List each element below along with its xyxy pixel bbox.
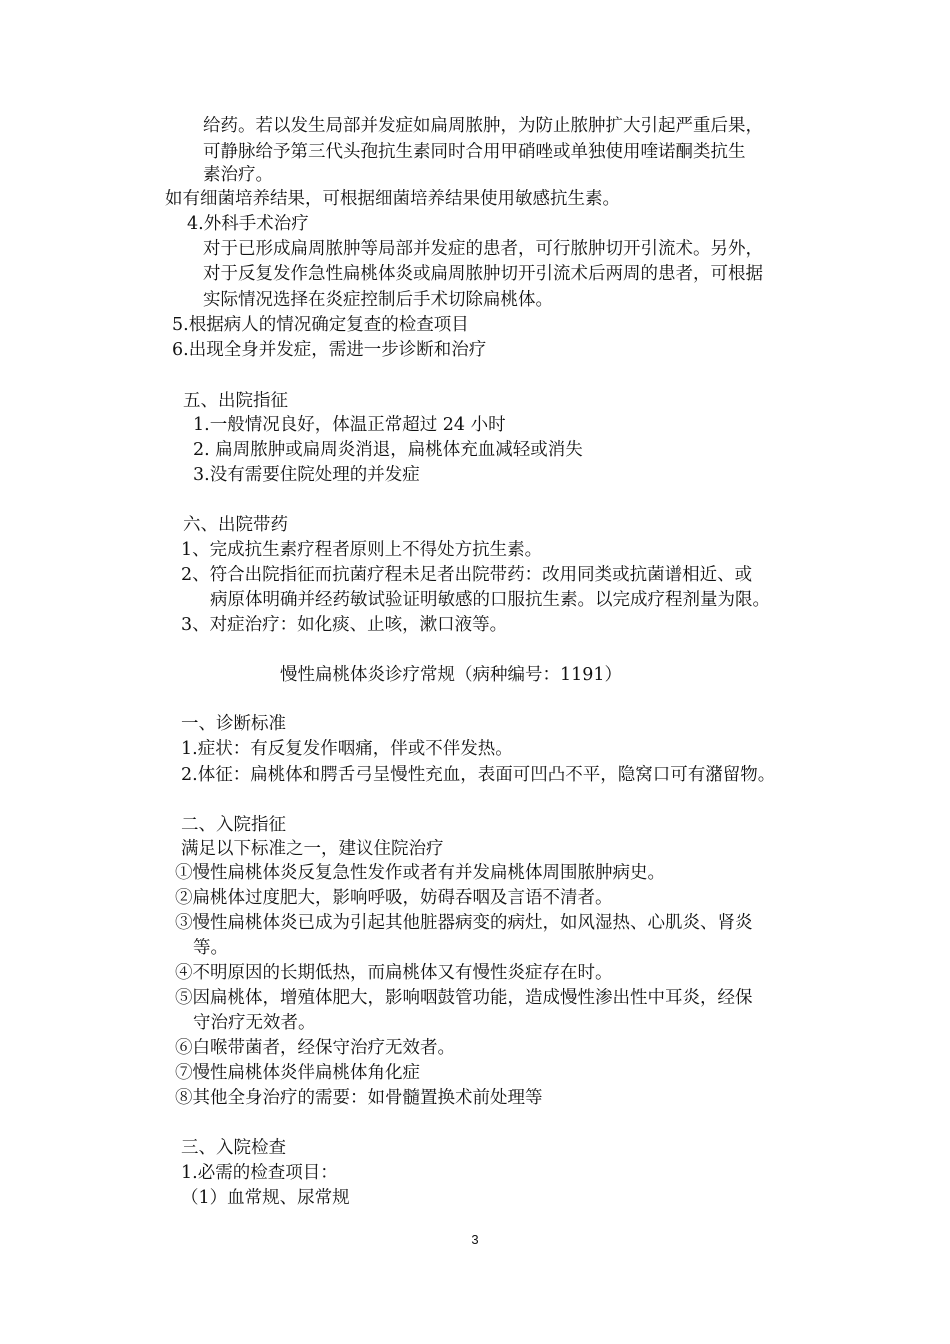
list-item: 1.症状：有反复发作咽痛，伴或不伴发热。 bbox=[181, 739, 513, 759]
list-item: 1、完成抗生素疗程者原则上不得处方抗生素。 bbox=[181, 540, 543, 560]
text-line: 素治疗。 bbox=[203, 165, 273, 185]
list-item: ③慢性扁桃体炎已成为引起其他脏器病变的病灶，如风湿热、心肌炎、肾炎 bbox=[175, 913, 753, 933]
section-heading: 三、入院检查 bbox=[181, 1138, 286, 1158]
document-title: 慢性扁桃体炎诊疗常规（病种编号：1191） bbox=[280, 665, 623, 685]
list-item-continuation: 等。 bbox=[193, 938, 228, 958]
list-item: （1）血常规、尿常规 bbox=[181, 1188, 350, 1208]
section-heading: 一、诊断标准 bbox=[181, 714, 286, 734]
page-number: 3 bbox=[471, 1232, 479, 1247]
text-line: 如有细菌培养结果，可根据细菌培养结果使用敏感抗生素。 bbox=[165, 189, 620, 209]
section-heading: 二、入院指征 bbox=[181, 815, 286, 835]
text-line: 实际情况选择在炎症控制后手术切除扁桃体。 bbox=[203, 290, 553, 310]
text-line: 可静脉给予第三代头孢抗生素同时合用甲硝唑或单独使用喹诺酮类抗生 bbox=[203, 142, 746, 162]
list-item: 2.体征：扁桃体和腭舌弓呈慢性充血，表面可凹凸不平，隐窝口可有潴留物。 bbox=[181, 765, 776, 785]
text-line: 对于已形成扁周脓肿等局部并发症的患者，可行脓肿切开引流术。另外， bbox=[203, 239, 763, 259]
list-item: ⑥白喉带菌者，经保守治疗无效者。 bbox=[175, 1038, 455, 1058]
list-item-continuation: 守治疗无效者。 bbox=[193, 1013, 316, 1033]
list-item-continuation: 病原体明确并经药敏试验证明敏感的口服抗生素。以完成疗程剂量为限。 bbox=[210, 590, 770, 610]
section-heading: 五、出院指征 bbox=[183, 391, 288, 411]
text-line: 满足以下标准之一，建议住院治疗 bbox=[181, 839, 444, 859]
subsection-heading: 4.外科手术治疗 bbox=[187, 214, 309, 234]
list-item: ②扁桃体过度肥大，影响呼吸，妨碍吞咽及言语不清者。 bbox=[175, 888, 613, 908]
list-item: ⑦慢性扁桃体炎伴扁桃体角化症 bbox=[175, 1063, 420, 1083]
text-line: 给药。若以发生局部并发症如扁周脓肿，为防止脓肿扩大引起严重后果， bbox=[203, 116, 763, 136]
section-heading: 六、出院带药 bbox=[183, 515, 288, 535]
list-item: 6.出现全身并发症，需进一步诊断和治疗 bbox=[172, 340, 487, 360]
list-item: ④不明原因的长期低热，而扁桃体又有慢性炎症存在时。 bbox=[175, 963, 613, 983]
list-item: 1.必需的检查项目： bbox=[181, 1163, 338, 1183]
list-item: ⑧其他全身治疗的需要：如骨髓置换术前处理等 bbox=[175, 1088, 543, 1108]
text-line: 对于反复发作急性扁桃体炎或扁周脓肿切开引流术后两周的患者，可根据 bbox=[203, 264, 763, 284]
list-item: 2. 扁周脓肿或扁周炎消退，扁桃体充血减轻或消失 bbox=[193, 440, 583, 460]
list-item: 2、符合出院指征而抗菌疗程未足者出院带药：改用同类或抗菌谱相近、或 bbox=[181, 565, 753, 585]
list-item: 5.根据病人的情况确定复查的检查项目 bbox=[172, 315, 469, 335]
list-item: 1.一般情况良好，体温正常超过 24 小时 bbox=[193, 415, 506, 435]
list-item: ①慢性扁桃体炎反复急性发作或者有并发扁桃体周围脓肿病史。 bbox=[175, 863, 665, 883]
list-item: ⑤因扁桃体，增殖体肥大，影响咽鼓管功能，造成慢性渗出性中耳炎，经保 bbox=[175, 988, 753, 1008]
list-item: 3.没有需要住院处理的并发症 bbox=[193, 465, 420, 485]
list-item: 3、对症治疗：如化痰、止咳，漱口液等。 bbox=[181, 615, 508, 635]
